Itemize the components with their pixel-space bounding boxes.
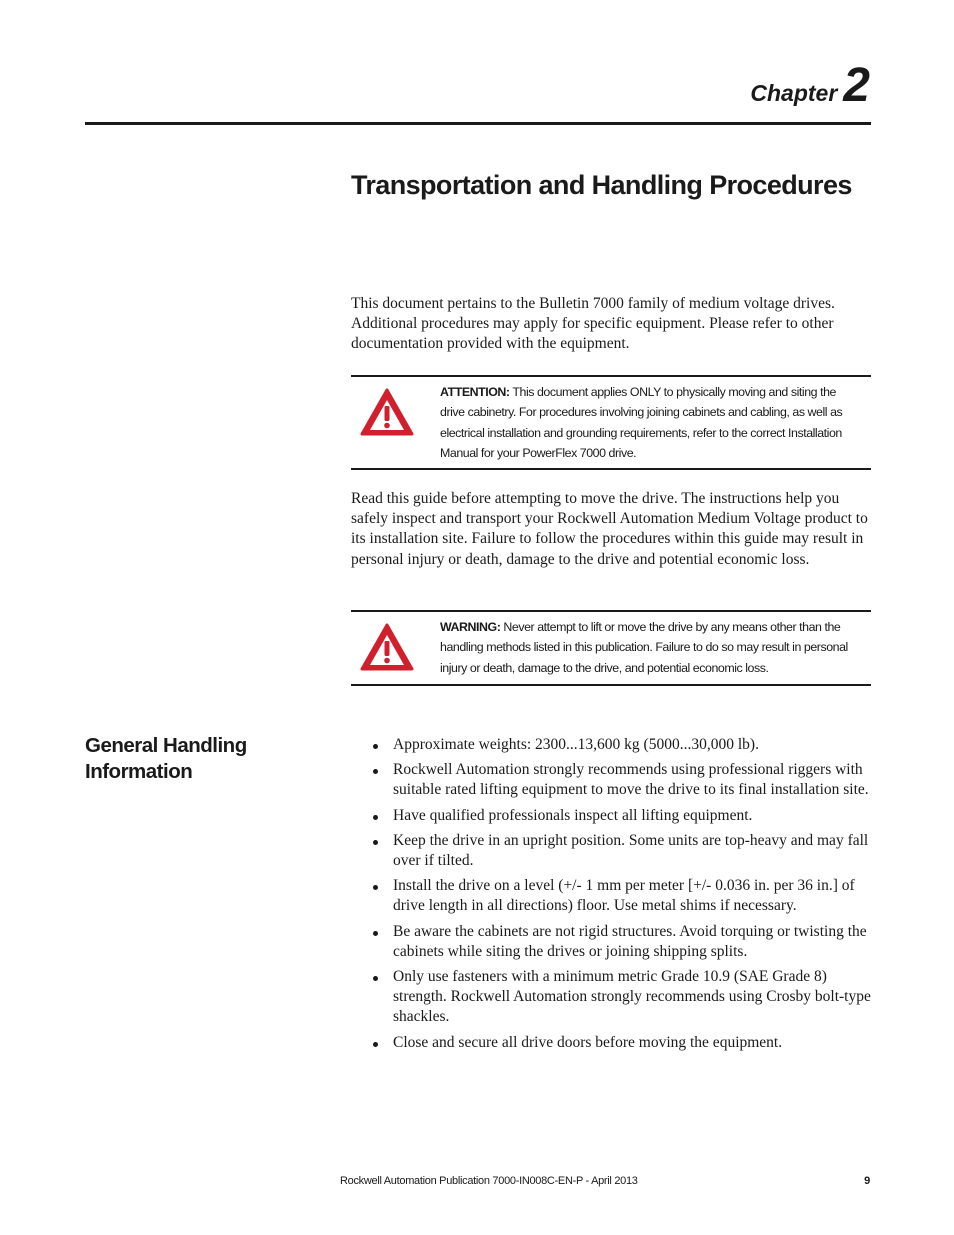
warning-body: Never attempt to lift or move the drive by any means other than the handling methods listed in this publication. Failure to do so may result in personal injury or death, damage to the drive, and potential economic loss. [440,620,848,675]
warning-text [440,617,857,678]
list-item: Only use fasteners with a minimum metric Grade 10.9 (SAE Grade 8) strength. Rockwell Automation strongly recommends using Crosby bolt-type shackles. [351,967,873,1028]
chapter-number: 2 [843,59,870,112]
chapter-heading [750,59,870,112]
bullet-icon [373,976,378,981]
bullet-icon [373,840,378,845]
page-title: Transportation and Handling Procedures [351,170,852,200]
warning-triangle-icon [359,621,415,673]
warning-notice [351,610,871,686]
list-item: Install the drive on a level (+/- 1 mm per meter [+/- 0.036 in. per 36 in.] of drive length in all directions) floor. Use metal shims if necessary. [351,876,873,916]
list-item: Approximate weights: 2300...13,600 kg (5000...30,000 lb). [351,735,873,755]
list-item: Be aware the cabinets are not rigid structures. Avoid torquing or twisting the cabinets while siting the drives or joining shipping splits. [351,922,873,962]
bullet-icon [373,815,378,820]
attention-body: This document applies ONLY to physically moving and siting the drive cabinetry. For procedures involving joining cabinets and cabling, as well as electrical installation and grounding requirements, refer to the correct Installation Manual for your PowerFlex 7000 drive. [440,385,843,460]
page-number: 9 [864,1175,870,1187]
chapter-label: Chapter [750,80,838,106]
bullet-icon [373,744,378,749]
guide-paragraph: Read this guide before attempting to move the drive. The instructions help you safely inspect and transport your Rockwell Automation Medium Voltage product to its installation site. Failure to follow the procedures within this guide may result in personal injury or death, damage to the drive and potential economic loss. [351,490,868,568]
section-heading: General Handling Information [85,734,247,783]
attention-label: ATTENTION: [440,385,510,399]
list-item: Keep the drive in an upright position. Some units are top-heavy and may fall over if tilted. [351,831,873,871]
warning-label: WARNING: [440,620,501,634]
list-item: Rockwell Automation strongly recommends using professional riggers with suitable rated lifting equipment to move the drive to its final installation site. [351,760,873,800]
warning-triangle-icon [359,386,415,438]
bullet-icon [373,1042,378,1047]
list-item: Close and secure all drive doors before moving the equipment. [351,1033,873,1053]
bullet-icon [373,769,378,774]
attention-text [440,382,857,463]
bullet-icon [373,885,378,890]
list-item: Have qualified professionals inspect all lifting equipment. [351,806,873,826]
chapter-rule [85,122,871,125]
publication-info: Rockwell Automation Publication 7000-IN008C-EN-P - April 2013 [340,1175,638,1187]
bullet-icon [373,931,378,936]
intro-paragraph: This document pertains to the Bulletin 7000 family of medium voltage drives. Additional procedures may apply for specific equipment. Please refer to other documentation provided with the equipment. [351,295,835,353]
attention-notice [351,375,871,470]
handling-bullet-list [351,735,873,1058]
